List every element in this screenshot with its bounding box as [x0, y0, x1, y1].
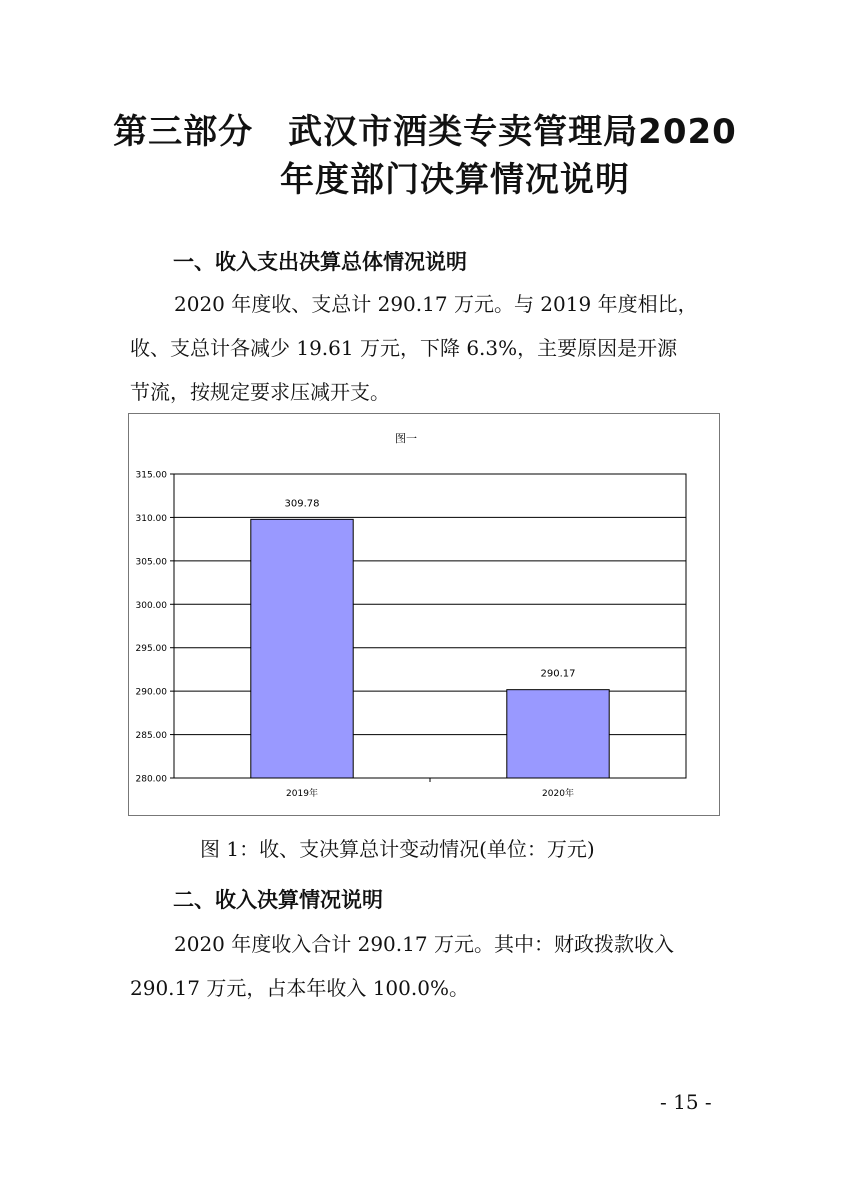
y-tick-label: 305.00 [135, 557, 167, 568]
y-tick-label: 315.00 [135, 470, 167, 481]
data-label: 309.78 [284, 498, 320, 510]
page-title-line-2: 年度部门决算情况说明 [280, 160, 630, 200]
y-tick-label: 280.00 [135, 774, 167, 785]
paragraph-line: 2020 年度收、支总计 290.17 万元。与 2019 年度相比， [174, 292, 698, 316]
y-tick-label: 285.00 [135, 731, 167, 742]
y-tick-label: 290.00 [135, 687, 167, 698]
section-2-paragraph [130, 922, 730, 1010]
section-1-paragraph [130, 282, 730, 414]
section-1-heading: 一、收入支出决算总体情况说明 [173, 250, 467, 274]
paragraph-line: 收、支总计各减少 19.61 万元，下降 6.3%，主要原因是开源 [130, 336, 678, 360]
data-label: 290.17 [540, 668, 576, 680]
bar [251, 519, 353, 778]
x-tick-label: 2019年 [286, 789, 318, 799]
y-tick-label: 310.00 [135, 513, 167, 524]
y-tick-label: 295.00 [135, 644, 167, 655]
paragraph-line: 290.17 万元，占本年收入 100.0%。 [130, 976, 469, 1000]
paragraph-line: 节流，按规定要求压减开支。 [130, 380, 390, 404]
bar [507, 690, 609, 778]
bar-chart [129, 414, 719, 815]
y-tick-label: 300.00 [135, 600, 167, 611]
page-title-line-1: 第三部分 武汉市酒类专卖管理局2020 [113, 112, 737, 152]
chart-frame [128, 413, 720, 816]
paragraph-line: 2020 年度收入合计 290.17 万元。其中：财政拨款收入 [174, 932, 674, 956]
figure-caption: 图 1：收、支决算总计变动情况(单位：万元) [200, 837, 595, 861]
x-tick-label: 2020年 [542, 789, 574, 799]
chart-title: 图一 [395, 432, 417, 445]
page-number: - 15 - [660, 1090, 712, 1114]
section-2-heading: 二、收入决算情况说明 [173, 888, 383, 912]
